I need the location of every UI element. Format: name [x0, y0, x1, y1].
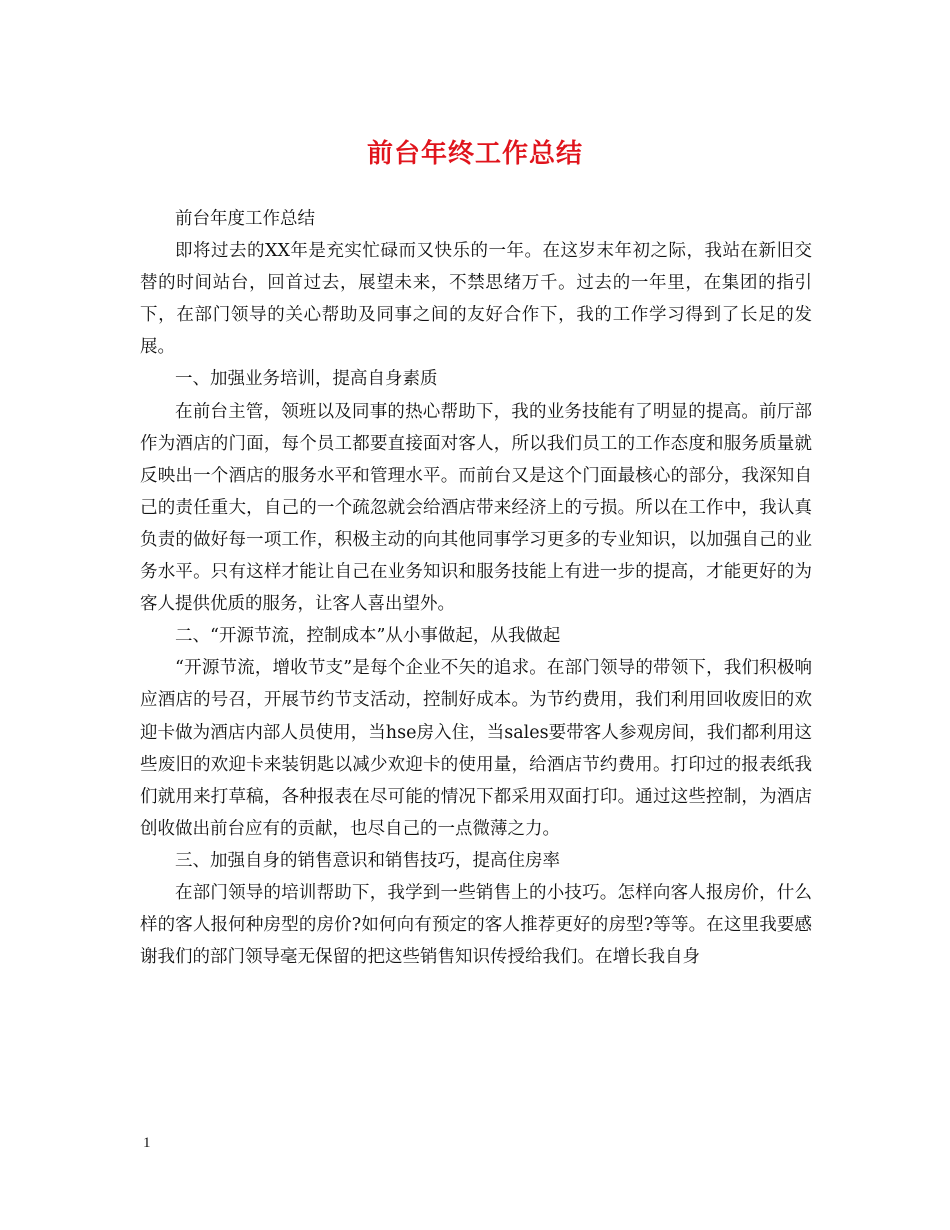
- paragraph-section-3: 在部门领导的培训帮助下，我学到一些销售上的小技巧。怎样向客人报房价，什么样的客人报何种房型的房价?如何向有预定的客人推荐更好的房型?等等。在这里我要感谢我们的部门领导毫无保留的把这些销售知识传授给我们。在增长我自身: [140, 882, 812, 968]
- section-heading-3: 三、加强自身的销售意识和销售技巧，提高住房率: [175, 850, 560, 871]
- document-body: [140, 203, 812, 973]
- section-heading-2: 二、“开源节流，控制成本”从小事做起，从我做起: [175, 626, 561, 647]
- section-heading-1: 一、加强业务培训，提高自身素质: [175, 369, 438, 390]
- document-title: 前台年终工作总结: [366, 139, 583, 169]
- paragraph-heading-intro: 前台年度工作总结: [175, 209, 315, 229]
- paragraph-section-2: “开源节流，增收节支”是每个企业不矢的追求。在部门领导的带领下，我们积极响应酒店的号召，开展节约节支活动，控制好成本。为节约费用，我们利用回收废旧的欢迎卡做为酒店内部人员使用，当hse房入住，当sales要带客人参观房间，我们都利用这些废旧的欢迎卡来装钥匙以减少欢迎卡的使用量，给酒店节约费用。打印过的报表纸我们就用来打草稿，各种报表在尽可能的情况下都采用双面打印。通过这些控制，为酒店创收做出前台应有的贡献，也尽自己的一点微薄之力。: [140, 658, 812, 839]
- paragraph-intro: 即将过去的XX年是充实忙碌而又快乐的一年。在这岁末年初之际，我站在新旧交替的时间站台，回首过去，展望未来，不禁思绪万千。过去的一年里，在集团的指引下，在部门领导的关心帮助及同事之间的友好合作下，我的工作学习得到了长足的发展。: [140, 241, 812, 358]
- page-number: 1: [143, 1135, 151, 1151]
- paragraph-section-1: 在前台主管，领班以及同事的热心帮助下，我的业务技能有了明显的提高。前厅部作为酒店的门面，每个员工都要直接面对客人，所以我们员工的工作态度和服务质量就反映出一个酒店的服务水平和管理水平。而前台又是这个门面最核心的部分，我深知自己的责任重大，自己的一个疏忽就会给酒店带来经济上的亏损。所以在工作中，我认真负责的做好每一项工作，积极主动的向其他同事学习更多的专业知识，以加强自己的业务水平。只有这样才能让自己在业务知识和服务技能上有进一步的提高，才能更好的为客人提供优质的服务，让客人喜出望外。: [140, 401, 812, 615]
